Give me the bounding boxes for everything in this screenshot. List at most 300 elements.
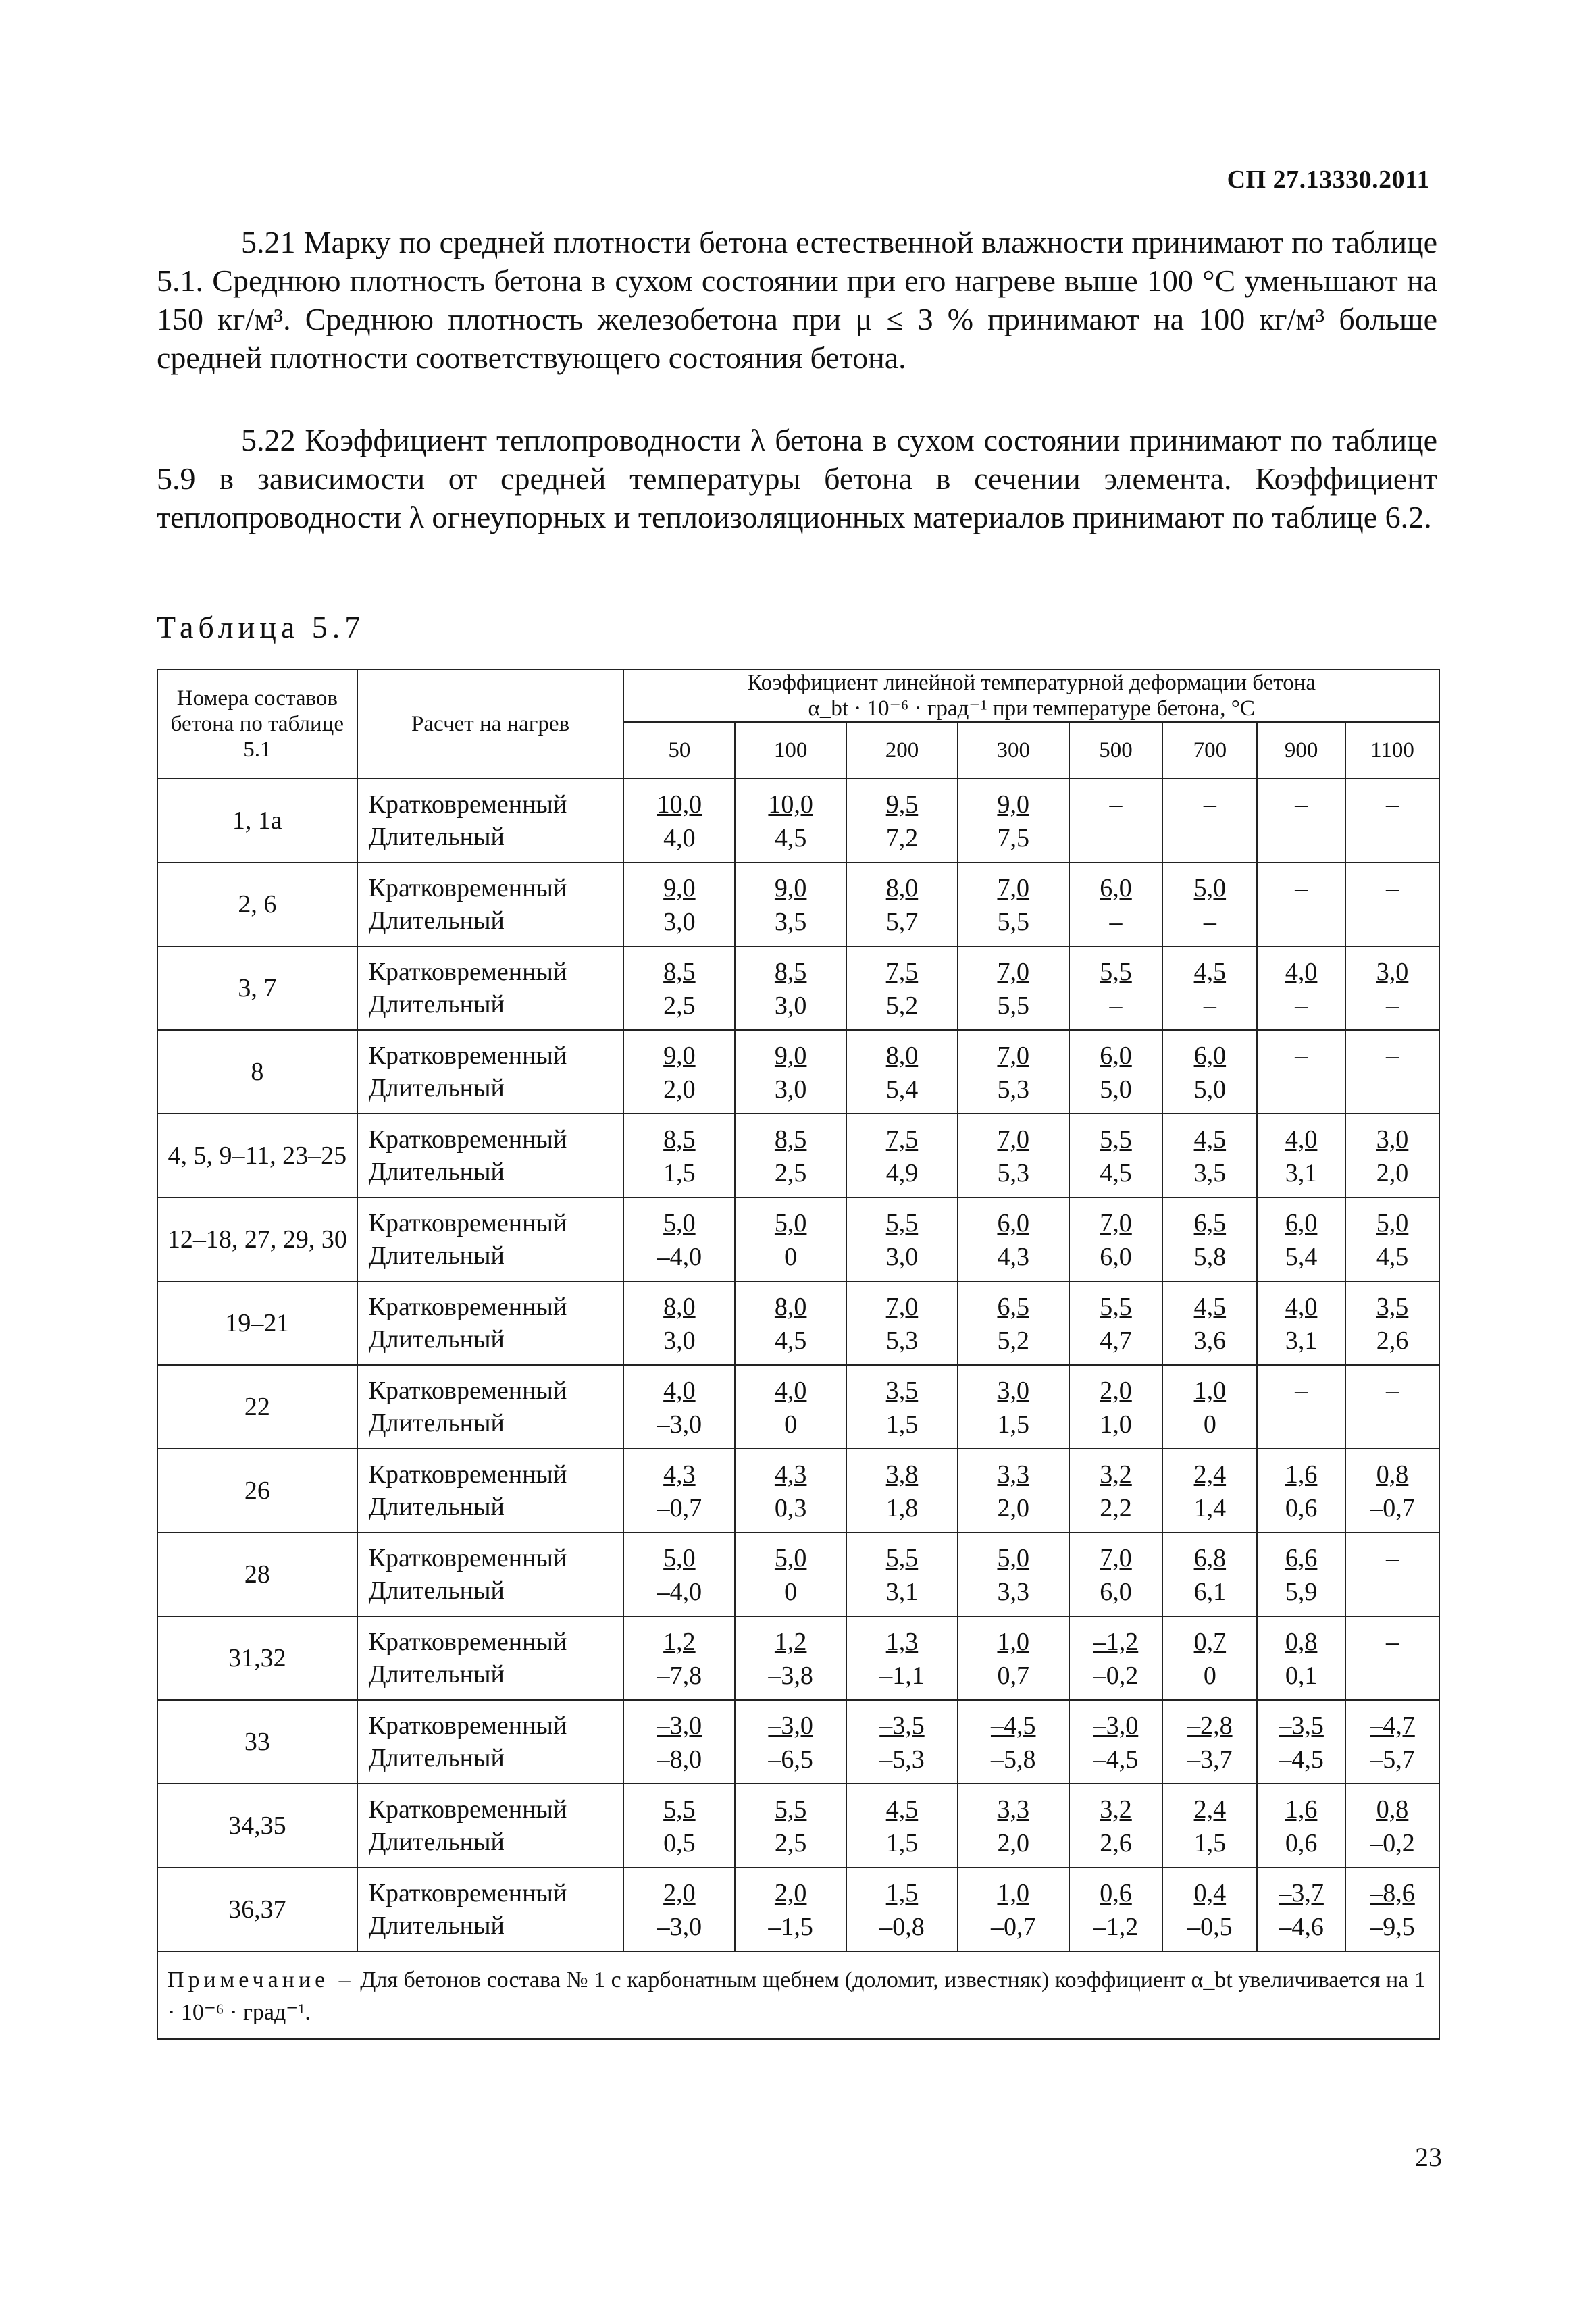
temperature-header: 500 — [1069, 722, 1163, 779]
value-cell — [958, 1784, 1069, 1868]
header-coefficient-line2: α_bt · 10⁻⁶ · град⁻¹ при температуре бетона, °С — [808, 696, 1255, 721]
label-short-term: Кратковременный — [368, 1125, 567, 1154]
long-term-value: –8,0 — [657, 1745, 702, 1774]
value-cell — [846, 1700, 958, 1784]
group-cell: 36,37 — [157, 1868, 357, 1951]
value-cell — [1069, 1365, 1163, 1449]
short-term-value: 7,0 — [997, 1042, 1029, 1070]
long-term-value: 1,4 — [1193, 1494, 1227, 1522]
value-cell — [735, 863, 846, 946]
value-cell — [846, 779, 958, 863]
long-term-value: 5,3 — [997, 1075, 1029, 1104]
value-cell — [958, 1616, 1069, 1700]
header-calc: Расчет на нагрев — [357, 669, 624, 779]
long-term-value: 1,5 — [1193, 1829, 1227, 1857]
long-term-value: 3,5 — [1193, 1159, 1227, 1187]
long-term-value: 5,9 — [1285, 1578, 1318, 1606]
short-term-value: 5,0 — [774, 1209, 807, 1237]
value-cell — [623, 1616, 735, 1700]
long-term-value: 5,5 — [997, 992, 1029, 1020]
long-term-value: –1,2 — [1093, 1913, 1139, 1941]
long-term-value — [1346, 1658, 1439, 1692]
short-term-value: –3,5 — [879, 1712, 925, 1740]
short-term-value: 5,0 — [663, 1544, 696, 1572]
label-long-term: Длительный — [368, 1493, 505, 1521]
value-cell — [623, 1784, 735, 1868]
short-term-value: 3,3 — [997, 1795, 1029, 1824]
long-term-value: 3,0 — [663, 908, 696, 936]
short-term-value: –3,0 — [657, 1712, 702, 1740]
label-long-term: Длительный — [368, 990, 505, 1019]
label-long-term: Длительный — [368, 1911, 505, 1940]
value-cell — [1345, 863, 1439, 946]
value-cell — [1345, 1449, 1439, 1533]
long-term-value: 5,4 — [885, 1075, 919, 1104]
table-caption: Таблица 5.7 — [157, 610, 365, 644]
long-term-value: –0,2 — [1370, 1829, 1415, 1857]
short-term-value: 6,5 — [1193, 1209, 1227, 1237]
long-term-value: –6,5 — [768, 1745, 813, 1774]
long-term-value: 6,0 — [1100, 1243, 1132, 1271]
long-term-value: –4,5 — [1279, 1745, 1324, 1774]
short-term-value: 8,5 — [663, 1125, 696, 1154]
value-cell — [1162, 1198, 1257, 1281]
long-term-value — [1070, 821, 1162, 854]
value-cell — [1257, 1198, 1345, 1281]
group-cell: 26 — [157, 1449, 357, 1533]
calc-type-cell — [357, 1784, 624, 1868]
long-term-value: 1,5 — [663, 1159, 696, 1187]
value-cell — [958, 946, 1069, 1030]
value-cell — [1257, 1281, 1345, 1365]
table-row — [157, 1281, 1439, 1365]
short-term-value: 3,2 — [1100, 1460, 1132, 1489]
value-cell — [1257, 779, 1345, 863]
short-term-value: 3,0 — [1376, 958, 1409, 986]
group-cell: 12–18, 27, 29, 30 — [157, 1198, 357, 1281]
short-term-value: 5,0 — [663, 1209, 696, 1237]
short-term-value: 9,0 — [774, 874, 807, 902]
long-term-value — [1346, 1072, 1439, 1106]
value-cell — [623, 1449, 735, 1533]
long-term-value — [1346, 821, 1439, 854]
short-term-value: 8,5 — [663, 958, 696, 986]
page-number: 23 — [1415, 2142, 1442, 2172]
long-term-value: – — [1203, 992, 1216, 1020]
long-term-value: 7,2 — [885, 824, 919, 852]
short-term-value: 3,0 — [1376, 1125, 1409, 1154]
value-cell — [846, 1616, 958, 1700]
value-cell — [1162, 1365, 1257, 1449]
temperature-header: 50 — [623, 722, 735, 779]
label-short-term: Кратковременный — [368, 1795, 567, 1824]
value-cell — [1257, 1784, 1345, 1868]
short-term-value: 4,0 — [1285, 958, 1318, 986]
value-cell — [1069, 1449, 1163, 1533]
label-short-term: Кратковременный — [368, 1712, 567, 1740]
long-term-value: –0,5 — [1187, 1913, 1233, 1941]
short-term-value: 5,0 — [1193, 874, 1227, 902]
short-term-value: 8,0 — [663, 1293, 696, 1321]
long-term-value: 0,5 — [663, 1829, 696, 1857]
long-term-value: 1,5 — [885, 1410, 919, 1439]
table-row — [157, 946, 1439, 1030]
table-row — [157, 1114, 1439, 1198]
group-cell: 33 — [157, 1700, 357, 1784]
short-term-value: 7,0 — [997, 958, 1029, 986]
long-term-value: –5,7 — [1370, 1745, 1415, 1774]
long-term-value: 0 — [1203, 1410, 1216, 1439]
value-cell — [623, 946, 735, 1030]
long-term-value: – — [1109, 908, 1123, 936]
long-term-value: –1,5 — [768, 1913, 813, 1941]
long-term-value: 7,5 — [997, 824, 1029, 852]
long-term-value: 2,0 — [1376, 1159, 1409, 1187]
long-term-value: –0,7 — [1370, 1494, 1415, 1522]
temperature-header: 700 — [1162, 722, 1257, 779]
value-cell — [1345, 1365, 1439, 1449]
short-term-value: 9,5 — [885, 790, 919, 819]
label-long-term: Длительный — [368, 1325, 505, 1354]
value-cell — [1162, 946, 1257, 1030]
temperature-header: 900 — [1257, 722, 1345, 779]
label-long-term: Длительный — [368, 906, 505, 935]
value-cell — [1345, 946, 1439, 1030]
value-cell — [846, 1365, 958, 1449]
value-cell — [1257, 1449, 1345, 1533]
value-cell — [1069, 1533, 1163, 1616]
header-coefficient — [623, 669, 1439, 722]
label-short-term: Кратковременный — [368, 1042, 567, 1070]
short-term-value: 9,0 — [663, 1042, 696, 1070]
value-cell — [623, 863, 735, 946]
table-row — [157, 1198, 1439, 1281]
value-cell — [735, 1616, 846, 1700]
short-term-value: – — [1386, 874, 1399, 902]
long-term-value: 5,2 — [885, 992, 919, 1020]
value-cell — [1257, 863, 1345, 946]
value-cell — [958, 1030, 1069, 1114]
long-term-value: 0,7 — [997, 1662, 1029, 1690]
long-term-value: 5,7 — [885, 908, 919, 936]
short-term-value: – — [1295, 1042, 1308, 1070]
value-cell — [1069, 779, 1163, 863]
value-cell — [846, 1449, 958, 1533]
long-term-value: 3,1 — [1285, 1327, 1318, 1355]
short-term-value: –1,2 — [1093, 1628, 1139, 1656]
short-term-value: 5,5 — [774, 1795, 807, 1824]
long-term-value: 3,1 — [1285, 1159, 1318, 1187]
long-term-value: 1,0 — [1100, 1410, 1132, 1439]
short-term-value: 1,3 — [885, 1628, 919, 1656]
short-term-value: 6,0 — [1285, 1209, 1318, 1237]
value-cell — [623, 779, 735, 863]
label-long-term: Длительный — [368, 1828, 505, 1856]
value-cell — [1069, 1784, 1163, 1868]
table-row — [157, 863, 1439, 946]
short-term-value: 3,5 — [1376, 1293, 1409, 1321]
short-term-value: 9,0 — [997, 790, 1029, 819]
label-long-term: Длительный — [368, 1158, 505, 1186]
short-term-value: 4,5 — [1193, 1293, 1227, 1321]
short-term-value: 4,0 — [663, 1377, 696, 1405]
value-cell — [846, 1030, 958, 1114]
value-cell — [1345, 1114, 1439, 1198]
value-cell — [1345, 1616, 1439, 1700]
value-cell — [958, 863, 1069, 946]
value-cell — [846, 1533, 958, 1616]
calc-type-cell — [357, 863, 624, 946]
long-term-value: – — [1109, 992, 1123, 1020]
temperature-header: 200 — [846, 722, 958, 779]
note-text: Для бетонов состава № 1 с карбонатным щебнем (доломит, известняк) коэффициент α_bt увеличивается на 1 · 10⁻⁶ · град⁻¹. — [168, 1968, 1426, 2025]
value-cell — [1345, 1784, 1439, 1868]
short-term-value: 5,5 — [1100, 1293, 1132, 1321]
short-term-value: 1,5 — [885, 1879, 919, 1907]
value-cell — [1345, 1281, 1439, 1365]
short-term-value: 10,0 — [657, 790, 702, 819]
value-cell — [1162, 779, 1257, 863]
short-term-value: 3,5 — [885, 1377, 919, 1405]
short-term-value: 3,0 — [997, 1377, 1029, 1405]
value-cell — [846, 863, 958, 946]
long-term-value: 2,5 — [774, 1829, 807, 1857]
value-cell — [623, 1365, 735, 1449]
short-term-value: – — [1386, 1628, 1399, 1656]
label-short-term: Кратковременный — [368, 1879, 567, 1907]
short-term-value: 1,0 — [997, 1879, 1029, 1907]
short-term-value: –8,6 — [1370, 1879, 1415, 1907]
value-cell — [735, 779, 846, 863]
paragraph-5-22: 5.22 Коэффициент теплопроводности λ бетона в сухом состоянии принимают по таблице 5.9 в зависимости от средней температуры бетона в сечении элемента. Коэффициент теплопроводности λ огнеупорных и теплоизоляционных материалов принимают по таблице 6.2. — [157, 423, 1437, 534]
value-cell — [623, 1281, 735, 1365]
label-long-term: Длительный — [368, 1074, 505, 1102]
short-term-value: 6,8 — [1193, 1544, 1227, 1572]
short-term-value: 7,0 — [997, 1125, 1029, 1154]
calc-type-cell — [357, 1114, 624, 1198]
label-long-term: Длительный — [368, 823, 505, 851]
document-code: СП 27.13330.2011 — [1227, 165, 1430, 194]
long-term-value: 2,0 — [997, 1829, 1029, 1857]
short-term-value: 7,0 — [997, 874, 1029, 902]
long-term-value: 2,5 — [774, 1159, 807, 1187]
header-coefficient-line1: Коэффициент линейной температурной деформации бетона — [747, 671, 1316, 695]
short-term-value: 6,0 — [997, 1209, 1029, 1237]
short-term-value: 4,0 — [1285, 1125, 1318, 1154]
long-term-value: 3,0 — [885, 1243, 919, 1271]
short-term-value: 3,2 — [1100, 1795, 1132, 1824]
short-term-value: 6,0 — [1100, 874, 1132, 902]
long-term-value: 2,0 — [997, 1494, 1029, 1522]
group-cell: 28 — [157, 1533, 357, 1616]
short-term-value: 8,0 — [885, 874, 919, 902]
long-term-value: 4,5 — [774, 824, 807, 852]
short-term-value: –4,7 — [1370, 1712, 1415, 1740]
calc-type-cell — [357, 1030, 624, 1114]
short-term-value: – — [1295, 874, 1308, 902]
short-term-value: 1,0 — [997, 1628, 1029, 1656]
value-cell — [846, 946, 958, 1030]
long-term-value: 1,8 — [885, 1494, 919, 1522]
value-cell — [735, 1198, 846, 1281]
long-term-value: 0,1 — [1285, 1662, 1318, 1690]
value-cell — [735, 1868, 846, 1951]
short-term-value: 4,5 — [885, 1795, 919, 1824]
short-term-value: 3,3 — [997, 1460, 1029, 1489]
short-term-value: 4,3 — [663, 1460, 696, 1489]
value-cell — [958, 1281, 1069, 1365]
long-term-value: –0,2 — [1093, 1662, 1139, 1690]
short-term-value: 5,5 — [1100, 958, 1132, 986]
calc-type-cell — [357, 1868, 624, 1951]
value-cell — [1345, 1868, 1439, 1951]
value-cell — [1257, 1365, 1345, 1449]
value-cell — [735, 1449, 846, 1533]
short-term-value: 9,0 — [774, 1042, 807, 1070]
short-term-value: 5,5 — [885, 1544, 919, 1572]
short-term-value: 9,0 — [663, 874, 696, 902]
group-cell: 31,32 — [157, 1616, 357, 1700]
short-term-value: 2,0 — [774, 1879, 807, 1907]
table-note — [157, 1951, 1439, 2039]
short-term-value: –3,7 — [1279, 1879, 1324, 1907]
long-term-value: –4,0 — [657, 1243, 702, 1271]
calc-type-cell — [357, 779, 624, 863]
short-term-value: 0,4 — [1193, 1879, 1227, 1907]
long-term-value: –5,8 — [990, 1745, 1036, 1774]
label-short-term: Кратковременный — [368, 1377, 567, 1405]
temperature-header: 300 — [958, 722, 1069, 779]
short-term-value: 7,0 — [1100, 1209, 1132, 1237]
value-cell — [623, 1198, 735, 1281]
value-cell — [1257, 946, 1345, 1030]
value-cell — [1069, 1114, 1163, 1198]
value-cell — [1257, 1616, 1345, 1700]
short-term-value: 5,0 — [997, 1544, 1029, 1572]
value-cell — [623, 1868, 735, 1951]
long-term-value: 4,5 — [1376, 1243, 1409, 1271]
long-term-value: 3,0 — [774, 1075, 807, 1104]
group-cell: 19–21 — [157, 1281, 357, 1365]
table-row — [157, 1449, 1439, 1533]
short-term-value: 2,0 — [663, 1879, 696, 1907]
long-term-value: 4,7 — [1100, 1327, 1132, 1355]
value-cell — [1069, 1198, 1163, 1281]
group-cell: 3, 7 — [157, 946, 357, 1030]
long-term-value: –4,6 — [1279, 1913, 1324, 1941]
value-cell — [846, 1114, 958, 1198]
group-cell: 2, 6 — [157, 863, 357, 946]
value-cell — [1162, 1449, 1257, 1533]
short-term-value: 5,0 — [1376, 1209, 1409, 1237]
value-cell — [735, 946, 846, 1030]
long-term-value: 3,6 — [1193, 1327, 1227, 1355]
short-term-value: 4,0 — [774, 1377, 807, 1405]
value-cell — [735, 1114, 846, 1198]
short-term-value: 5,0 — [774, 1544, 807, 1572]
value-cell — [735, 1365, 846, 1449]
group-cell: 34,35 — [157, 1784, 357, 1868]
short-term-value: 8,0 — [885, 1042, 919, 1070]
long-term-value: –3,7 — [1187, 1745, 1233, 1774]
long-term-value: – — [1203, 908, 1216, 936]
note-label: Примечание – — [168, 1968, 355, 1992]
group-cell: 22 — [157, 1365, 357, 1449]
short-term-value: 8,0 — [774, 1293, 807, 1321]
short-term-value: 6,5 — [997, 1293, 1029, 1321]
short-term-value: 2,0 — [1100, 1377, 1132, 1405]
value-cell — [1257, 1030, 1345, 1114]
short-term-value: – — [1295, 790, 1308, 819]
label-short-term: Кратковременный — [368, 1628, 567, 1656]
value-cell — [958, 779, 1069, 863]
long-term-value: 2,0 — [663, 1075, 696, 1104]
label-short-term: Кратковременный — [368, 874, 567, 902]
label-short-term: Кратковременный — [368, 1293, 567, 1321]
value-cell — [958, 1365, 1069, 1449]
long-term-value: –5,3 — [879, 1745, 925, 1774]
label-long-term: Длительный — [368, 1576, 505, 1605]
long-term-value: 3,0 — [663, 1327, 696, 1355]
long-term-value: –0,7 — [657, 1494, 702, 1522]
short-term-value: 7,0 — [1100, 1544, 1132, 1572]
short-term-value: 0,8 — [1285, 1628, 1318, 1656]
value-cell — [958, 1700, 1069, 1784]
long-term-value: 5,4 — [1285, 1243, 1318, 1271]
value-cell — [1257, 1700, 1345, 1784]
short-term-value: 1,6 — [1285, 1460, 1318, 1489]
long-term-value: – — [1295, 992, 1308, 1020]
value-cell — [1069, 1281, 1163, 1365]
short-term-value: 8,5 — [774, 1125, 807, 1154]
short-term-value: 6,6 — [1285, 1544, 1318, 1572]
long-term-value: 0 — [1203, 1662, 1216, 1690]
value-cell — [1257, 1868, 1345, 1951]
long-term-value: 4,0 — [663, 824, 696, 852]
short-term-value: 3,8 — [885, 1460, 919, 1489]
short-term-value: 7,5 — [885, 1125, 919, 1154]
short-term-value: 5,5 — [1100, 1125, 1132, 1154]
group-cell: 8 — [157, 1030, 357, 1114]
long-term-value: 5,3 — [885, 1327, 919, 1355]
calc-type-cell — [357, 1449, 624, 1533]
long-term-value: 3,0 — [774, 992, 807, 1020]
long-term-value: 4,3 — [997, 1243, 1029, 1271]
short-term-value: –2,8 — [1187, 1712, 1233, 1740]
short-term-value: 2,4 — [1193, 1795, 1227, 1824]
short-term-value: 8,5 — [774, 958, 807, 986]
long-term-value: –3,0 — [657, 1913, 702, 1941]
value-cell — [1162, 1616, 1257, 1700]
value-cell — [958, 1114, 1069, 1198]
long-term-value: 1,5 — [885, 1829, 919, 1857]
calc-type-cell — [357, 946, 624, 1030]
short-term-value: 7,0 — [885, 1293, 919, 1321]
long-term-value: –4,0 — [657, 1578, 702, 1606]
long-term-value — [1346, 1574, 1439, 1608]
short-term-value: 4,5 — [1193, 958, 1227, 986]
long-term-value: 4,9 — [885, 1159, 919, 1187]
value-cell — [1257, 1533, 1345, 1616]
value-cell — [623, 1030, 735, 1114]
value-cell — [846, 1868, 958, 1951]
long-term-value: 2,6 — [1100, 1829, 1132, 1857]
short-term-value: – — [1203, 790, 1216, 819]
long-term-value: 5,5 — [997, 908, 1029, 936]
label-long-term: Длительный — [368, 1241, 505, 1270]
temperature-header: 1100 — [1345, 722, 1439, 779]
value-cell — [735, 1784, 846, 1868]
